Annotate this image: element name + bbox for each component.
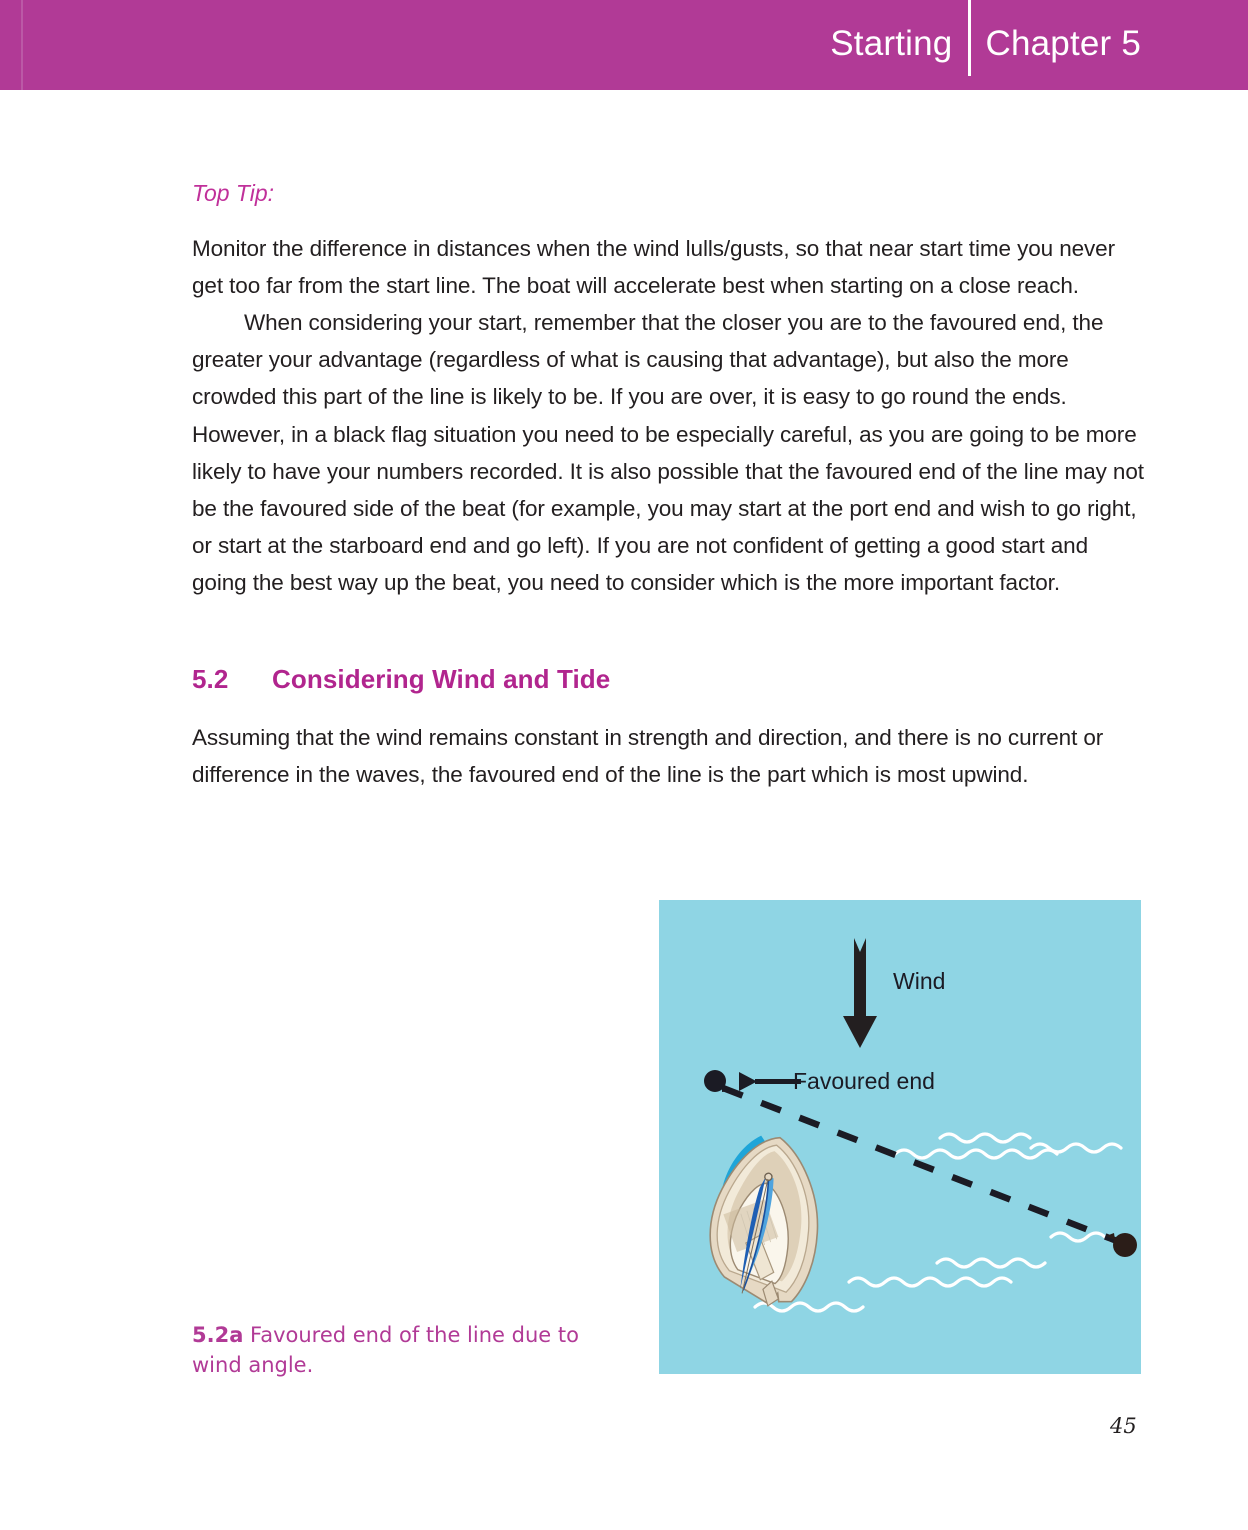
text-column — [192, 180, 1144, 793]
running-head: Starting — [830, 24, 953, 63]
header-titles — [830, 26, 1141, 61]
top-tip-label: Top Tip: — [192, 180, 275, 206]
chapter-label: Chapter 5 — [985, 24, 1141, 63]
section-title: Considering Wind and Tide — [272, 663, 611, 694]
paragraph-favoured-end: When considering your start, remember that the closer you are to the favoured end, the greater your advantage (regardless of what is causing that advantage), but also the more crowded this part of the line is likely to be. If you are over, it is easy to go round the ends. However, in a black flag situation you need to be especially careful, as you are going to be more likely to have your numbers recorded. It is also possible that the favoured end of the line may not be the favoured side of the beat (for example, you may start at the port end and wish to go right, or start at the starboard end and go left). If you are not confident of getting a good start and going the best way up the beat, you need to consider which is the more important factor. — [192, 310, 1144, 596]
paragraph-top-tip: Monitor the difference in distances when the wind lulls/gusts, so that near start time you never get too far from the start line. The boat will accelerate best when starting on a close reach. — [192, 235, 1115, 298]
figure-caption-text: Favoured end of the line due to wind angle. — [192, 1323, 579, 1377]
favoured-end-label: Favoured end — [793, 1068, 935, 1094]
figure-caption — [192, 1320, 582, 1380]
page-header-band — [0, 0, 1248, 90]
heading-spacer-top — [192, 602, 1144, 664]
paragraph-section-intro: Assuming that the wind remains constant in strength and direction, and there is no current or difference in the waves, the favoured end of the line is the part which is most upwind. — [192, 724, 1104, 788]
favoured-end-arrow-icon — [739, 1072, 801, 1091]
figure-number: 5.2a — [192, 1323, 244, 1347]
wind-label: Wind — [893, 968, 946, 994]
section-heading — [192, 664, 1144, 695]
figure-5-2a — [659, 900, 1141, 1374]
header-edge-rule — [21, 0, 23, 90]
starboard-mark-icon — [1106, 1233, 1137, 1257]
section-number: 5.2 — [192, 663, 229, 694]
wind-arrow-icon — [843, 938, 877, 1048]
page-number: 45 — [1110, 1414, 1137, 1438]
heading-spacer-bottom — [192, 695, 1144, 719]
sailing-dinghy-top-view — [672, 1124, 867, 1321]
